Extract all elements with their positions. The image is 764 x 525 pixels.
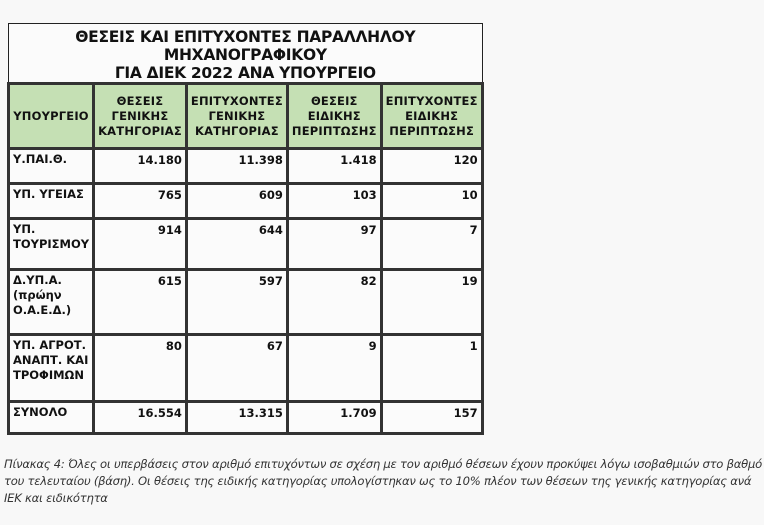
special-positions-value: 103 [287,184,381,219]
ministry-name-line: ΤΟΥΡΙΣΜΟΥ [13,237,90,251]
header-line: ΥΠΟΥΡΓΕΙΟ [13,108,89,123]
special-positions-value: 97 [287,219,381,270]
header-line: ΕΙΔΙΚΗΣ [307,108,361,123]
title-line-1: ΘΕΣΕΙΣ ΚΑΙ ΕΠΙΤΥΧΟΝΤΕΣ ΠΑΡΑΛΛΗΛΟΥ ΜΗΧΑΝΟΓΡΑΦΙΚΟΥ [75,28,416,64]
special-successful-value: 10 [381,184,482,219]
header-line: ΚΑΤΗΓΟΡΙΑΣ [194,123,279,138]
ministry-name-line: ΤΡΟΦΙΜΩΝ [13,368,84,382]
general-positions-value: 615 [94,270,187,335]
header-line: ΠΕΡΙΠΤΩΣΗΣ [291,123,377,138]
header-line: ΓΕΝΙΚΗΣ [208,108,266,123]
header-line: ΠΕΡΙΠΤΩΣΗΣ [389,123,475,138]
ministry-name-line: (πρώην [13,288,62,302]
header-line: ΚΑΤΗΓΟΡΙΑΣ [98,123,182,138]
special-successful-value: 120 [381,149,482,184]
header-special-successful [381,84,482,149]
special-positions-value: 1.709 [287,402,381,434]
table-row [9,149,483,184]
ministry-name [9,149,94,184]
ministry-name [9,270,94,335]
general-successful-value: 11.398 [186,149,287,184]
header-line: ΕΙΔΙΚΗΣ [405,108,459,123]
ministry-name-line: Ο.Α.Ε.Δ.) [13,303,72,317]
special-successful-value: 19 [381,270,482,335]
ministry-name-line: ΥΠ. [13,222,36,236]
table-caption: Πίνακας 4: Όλες οι υπερβάσεις στον αριθμό επιτυχόντων σε σχέση με τον αριθμό θέσεων έχουν προκύψει λόγω ισοβαθμιών στο βαθμό του τελευταίου (βάση). Οι θέσεις της ειδικής κατηγορίας υπολογίστηκαν ως το 10% πλέον των θέσεων της γενικής κατηγορίας ανά ΙΕΚ και ειδικότητα [4,457,762,505]
header-line: ΕΠΙΤΥΧΟΝΤΕΣ [190,93,283,108]
header-general-successful [186,84,287,149]
general-successful-value: 609 [186,184,287,219]
general-successful-value: 644 [186,219,287,270]
header-special-positions [287,84,381,149]
table-row [9,402,483,434]
special-successful-value: 7 [381,219,482,270]
table-body [9,149,483,434]
ministry-name-line: Δ.ΥΠ.Α. [13,273,62,287]
ministry-name [9,335,94,402]
general-positions-value: 14.180 [94,149,187,184]
general-successful-value: 597 [186,270,287,335]
table-row [9,219,483,270]
header-line: ΘΕΣΕΙΣ [310,93,358,108]
ministry-name-line: Υ.ΠΑΙ.Θ. [13,152,68,166]
table-row [9,270,483,335]
ministry-name-line: ΥΠ. ΥΓΕΙΑΣ [13,187,84,201]
ministry-name-line: ΑΝΑΠΤ. ΚΑΙ [13,353,89,367]
general-positions-value: 765 [94,184,187,219]
general-successful-value: 13.315 [186,402,287,434]
table-title [9,24,483,84]
table-row [9,184,483,219]
ministry-name [9,402,94,434]
special-positions-value: 9 [287,335,381,402]
general-positions-value: 914 [94,219,187,270]
header-general-positions [94,84,187,149]
header-line: ΘΕΣΕΙΣ [116,93,164,108]
general-positions-value: 80 [94,335,187,402]
special-successful-value: 157 [381,402,482,434]
ministry-name-line: ΣΥΝΟΛΟ [13,405,68,419]
table-row [9,335,483,402]
table-title-row [9,24,483,84]
header-ministry [9,84,94,149]
special-successful-value: 1 [381,335,482,402]
ministry-name-line: ΥΠ. ΑΓΡΟΤ. [13,338,86,352]
general-positions-value: 16.554 [94,402,187,434]
header-row [9,84,483,149]
header-line: ΕΠΙΤΥΧΟΝΤΕΣ [385,93,478,108]
title-line-2: ΓΙΑ ΔΙΕΚ 2022 ΑΝΑ ΥΠΟΥΡΓΕΙΟ [114,64,376,82]
ministry-name [9,184,94,219]
special-positions-value: 1.418 [287,149,381,184]
ministry-name [9,219,94,270]
special-positions-value: 82 [287,270,381,335]
ministry-positions-table [7,23,484,435]
general-successful-value: 67 [186,335,287,402]
header-line: ΓΕΝΙΚΗΣ [111,108,169,123]
